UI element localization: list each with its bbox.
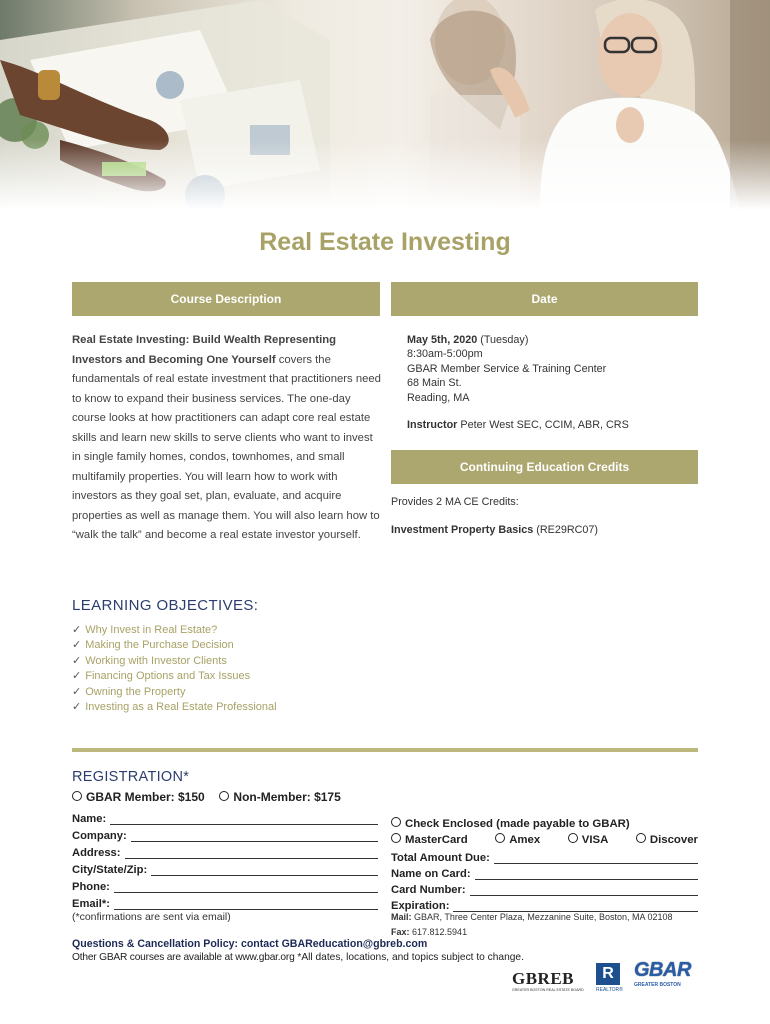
member-fee: GBAR Member: $150	[86, 790, 205, 804]
email-field[interactable]: Email*:	[72, 894, 378, 910]
check-icon: ✓	[72, 639, 82, 652]
event-weekday: (Tuesday)	[477, 334, 529, 346]
other-courses-note: Other GBAR courses are available at www.gbar.org *All dates, locations, and topics subject to change.	[72, 952, 524, 963]
event-venue: GBAR Member Service & Training Center	[407, 362, 607, 375]
nonmember-fee: Non-Member: $175	[233, 790, 341, 804]
instructor-name: Peter West SEC, CCIM, ABR, CRS	[457, 419, 629, 432]
event-street: 68 Main St.	[407, 377, 462, 390]
expiration-field[interactable]: Expiration:	[391, 896, 698, 912]
registration-title: REGISTRATION*	[72, 769, 190, 785]
check-radio[interactable]	[391, 817, 401, 827]
description-body: covers the fundamentals of real estate investment that practitioners need to know to expand their business services. The one-day course looks at how practitioners can adapt core real estate skills and learn new skills to serve clients who want to invest in single family homes, condos, townhomes, and small multifamily properties. You will learn how to work with investors as they goal set, plan, evaluate, and acquire properties as well as manage them. You will also learn how to “walk the talk” and become a real estate investor yourself.	[72, 353, 381, 541]
total-amount-field[interactable]: Total Amount Due:	[391, 848, 698, 864]
check-icon: ✓	[72, 685, 82, 698]
event-date: May 5th, 2020	[407, 334, 478, 346]
ce-credits-header: Continuing Education Credits	[391, 450, 698, 484]
name-on-card-field[interactable]: Name on Card:	[391, 864, 698, 880]
learning-objectives-list	[72, 623, 277, 715]
course-description	[72, 331, 384, 546]
mail-address: Mail: GBAR, Three Center Plaza, Mezzanine Suite, Boston, MA 02108	[391, 912, 673, 922]
page-title: Real Estate Investing	[259, 228, 511, 256]
amex-option[interactable]: Amex	[495, 833, 540, 846]
learning-objectives-title: LEARNING OBJECTIVES:	[72, 597, 259, 614]
ce-details	[391, 495, 696, 538]
email-note: (*confirmations are sent via email)	[72, 911, 231, 923]
list-item: ✓ Making the Purchase Decision	[72, 639, 234, 652]
gbar-logo: GBAR GREATER BOSTON	[634, 959, 691, 988]
list-item: ✓ Financing Options and Tax Issues	[72, 670, 251, 683]
check-enclosed-option[interactable]: Check Enclosed (made payable to GBAR)	[391, 817, 630, 830]
fee-options	[72, 790, 341, 804]
nonmember-radio[interactable]	[219, 791, 229, 801]
address-field[interactable]: Address:	[72, 843, 378, 859]
gbreb-logo: GBREB GREATER BOSTON REAL ESTATE BOARD	[512, 969, 584, 992]
check-icon: ✓	[72, 701, 82, 714]
check-icon: ✓	[72, 624, 82, 636]
check-icon: ✓	[72, 670, 82, 683]
phone-field[interactable]: Phone:	[72, 877, 378, 893]
visa-option[interactable]: VISA	[568, 833, 609, 846]
date-header: Date	[391, 282, 698, 316]
ce-course: Investment Property Basics	[391, 524, 534, 537]
list-item: ✓ Owning the Property	[72, 685, 186, 698]
event-city: Reading, MA	[407, 391, 470, 404]
list-item: ✓ Investing as a Real Estate Professional	[72, 701, 277, 714]
check-icon: ✓	[72, 654, 82, 667]
name-field[interactable]: Name:	[72, 809, 378, 825]
cancellation-policy: Questions & Cancellation Policy: contact GBAReducation@gbreb.com	[72, 938, 428, 950]
member-radio[interactable]	[72, 791, 82, 801]
company-field[interactable]: Company:	[72, 826, 378, 842]
card-options	[391, 833, 698, 846]
ce-provides: Provides 2 MA CE Credits:	[391, 496, 519, 508]
date-details	[407, 333, 697, 432]
course-description-header: Course Description	[72, 282, 380, 316]
description-lead: Real Estate Investing: Build Wealth Representing Investors and Becoming One Yourself	[72, 334, 337, 366]
hero-photo	[0, 0, 770, 210]
section-divider	[72, 748, 698, 752]
list-item: ✓ Why Invest in Real Estate?	[72, 624, 218, 636]
list-item: ✓ Working with Investor Clients	[72, 654, 227, 667]
ce-code: (RE29RC07)	[533, 524, 599, 537]
city-state-zip-field[interactable]: City/State/Zip:	[72, 860, 378, 876]
fax-number: Fax: 617.812.5941	[391, 927, 468, 937]
instructor-label: Instructor	[407, 419, 458, 432]
mastercard-option[interactable]: MasterCard	[391, 833, 468, 846]
event-time: 8:30am-5:00pm	[407, 348, 483, 361]
card-number-field[interactable]: Card Number:	[391, 880, 698, 896]
realtor-logo: R REALTOR®	[596, 965, 623, 993]
discover-option[interactable]: Discover	[636, 833, 698, 846]
realtor-icon: R	[596, 963, 620, 985]
